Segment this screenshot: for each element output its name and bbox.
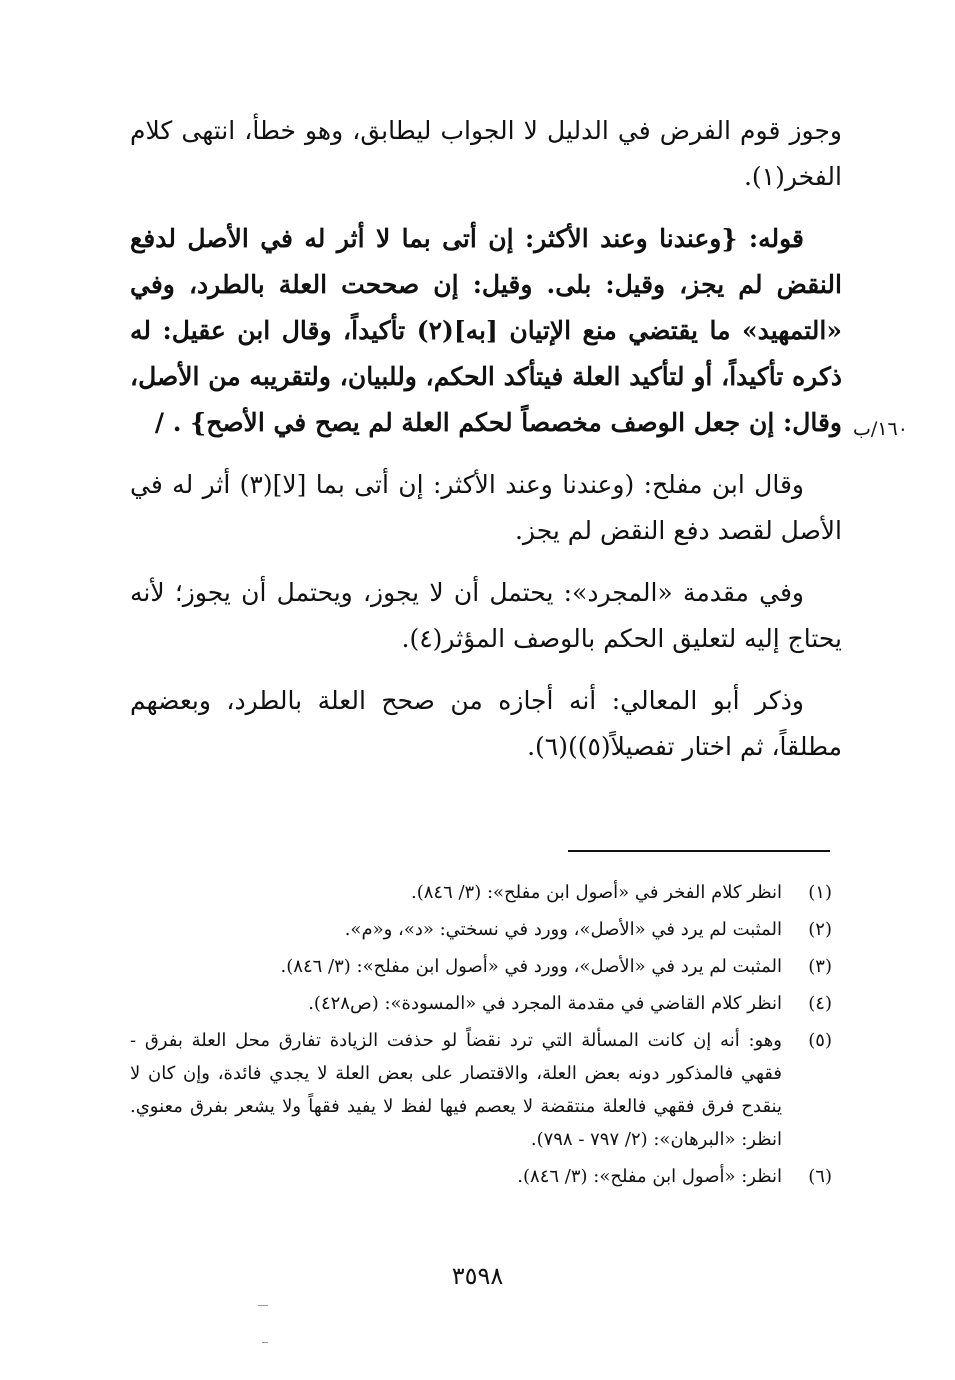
footnote-number: (١): [808, 882, 832, 903]
paragraph-3: وقال ابن مفلح: (وعندنا وعند الأكثر: إن أتى بما [لا](٣) أثر له في الأصل لقصد دفع النقض لم يجز.: [130, 470, 842, 545]
page-number: ٣٥٩٨: [451, 1262, 504, 1290]
footnotes: [130, 876, 832, 1197]
footnote-number: (٥): [808, 1030, 832, 1051]
main-text: [130, 108, 842, 786]
scan-artifact: [258, 1305, 268, 1306]
paragraph-4: وفي مقدمة «المجرد»: يحتمل أن لا يجوز، ويحتمل أن يجوز؛ لأنه يحتاج إليه لتعليق الحكم بالوصف المؤثر(٤).: [130, 578, 842, 653]
footnote-text: انظر كلام الفخر في «أصول ابن مفلح»: (٣/ ٨٤٦).: [410, 882, 782, 903]
manuscript-folio-note: ١٦٠/ب: [853, 418, 908, 440]
paragraph-2-quoted-text: قوله: {وعندنا وعند الأكثر: إن أتى بما لا أثر له في الأصل لدفع النقض لم يجز، وقيل: بلى. وقيل: إن صححت العلة بالطرد، وفي «التمهيد» ما يقتضي منع الإتيان [به](٢) تأكيداً، وقال ابن عقيل: له ذكره تأكيداً، أو لتأكيد العلة فيتأكد الحكم، وللبيان، ولتقريبه من الأصل، وقال: إن جعل الوصف مخصصاً لحكم العلة لم يصح في الأصح} . /: [130, 224, 842, 437]
footnote: [130, 950, 832, 983]
footnote: [130, 913, 832, 946]
footnote-text: المثبت لم يرد في «الأصل»، وورد في «أصول ابن مفلح»: (٣/ ٨٤٦).: [280, 956, 782, 977]
footnote-number: (٣): [808, 956, 832, 977]
footnote-number: (٦): [808, 1166, 832, 1187]
footnote: [130, 1160, 832, 1193]
paragraph-1: وجوز قوم الفرض في الدليل لا الجواب ليطابق، وهو خطأ، انتهى كلام الفخر(١).: [130, 116, 842, 191]
footnote-text: انظر: «أصول ابن مفلح»: (٣/ ٨٤٦).: [517, 1166, 782, 1187]
footnote: [130, 1024, 832, 1156]
scan-artifact: [262, 1342, 268, 1343]
footnote: [130, 987, 832, 1020]
footnote-text: المثبت لم يرد في «الأصل»، وورد في نسختي: «د»، و«م».: [344, 919, 782, 940]
paragraph-5: وذكر أبو المعالي: أنه أجازه من صحح العلة بالطرد، وبعضهم مطلقاً، ثم اختار تفصيلاً(٥))(٦).: [130, 686, 842, 761]
footnote: [130, 876, 832, 909]
footnote-text: وهو: أنه إن كانت المسألة التي ترد نقضاً لو حذفت الزيادة تفارق محل العلة بفرق - فقهي فالمذكور دونه بعض العلة، والاقتصار على بعض العلة لا يجدي فائدة، وإن كان لا ينقدح فرق فقهي فالعلة منتقضة لا يعصم فيها لفظ لا يفيد فقهاً ولا يشعر بفرق معنوي. انظر: «البرهان»: (٢/ ٧٩٧ - ٧٩٨).: [130, 1030, 783, 1150]
footnote-text: انظر كلام القاضي في مقدمة المجرد في «المسودة»: (ص٤٢٨).: [308, 993, 782, 1014]
footnote-number: (٤): [808, 993, 832, 1014]
footnote-divider: [568, 850, 830, 852]
footnote-number: (٢): [808, 919, 832, 940]
